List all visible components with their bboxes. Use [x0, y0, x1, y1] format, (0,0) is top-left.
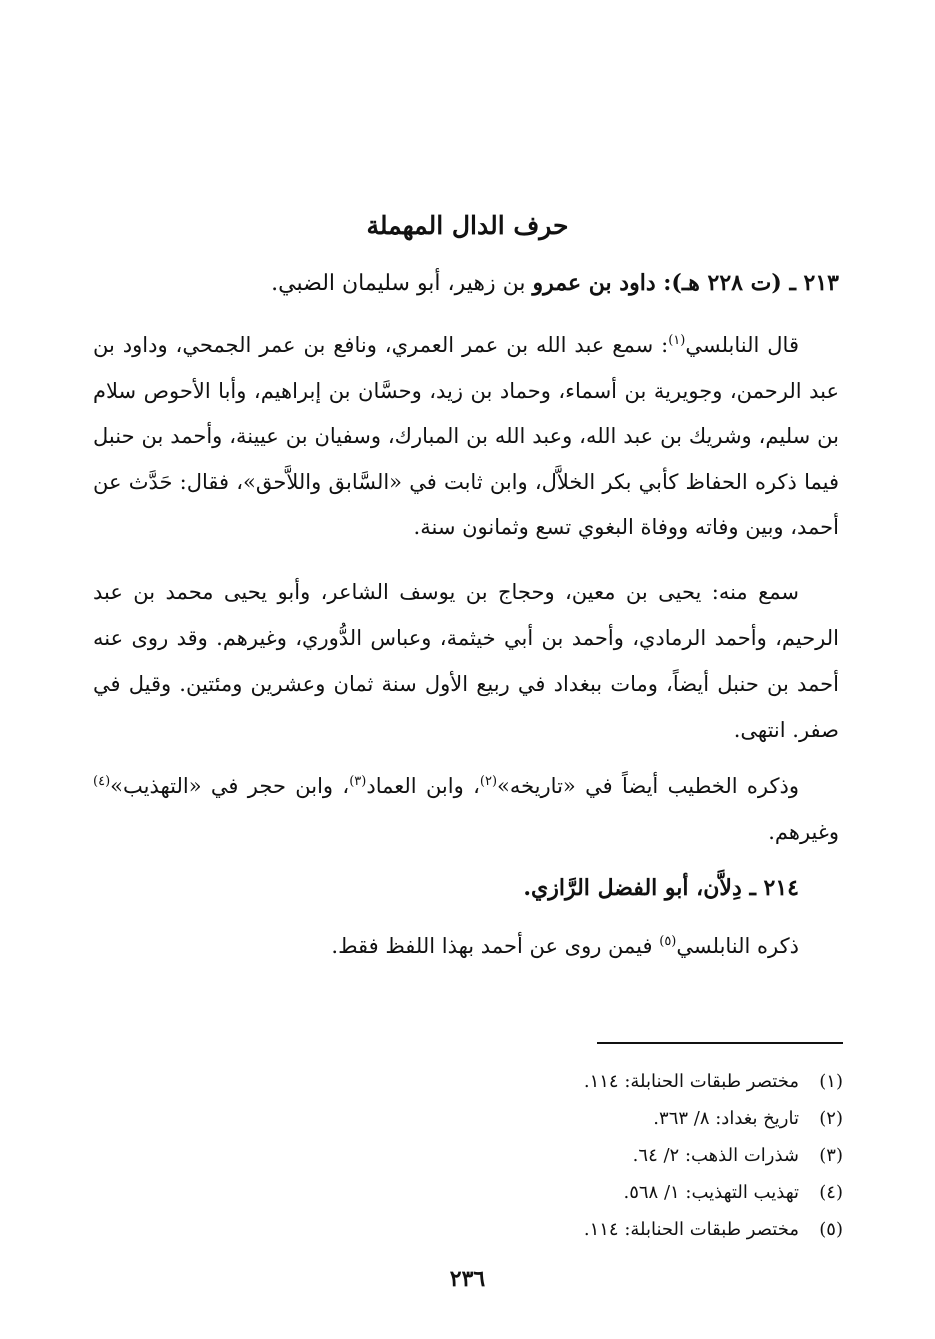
footnote-text: تاريخ بغداد: ٨/ ٣٦٣. [653, 1108, 799, 1129]
paragraph-text: فيمن روى عن أحمد بهذا اللفظ فقط. [331, 934, 660, 958]
entry-name: دِلاَّن، أبو الفضل الرَّازي. [523, 875, 742, 901]
footnote-number: (٣) [819, 1145, 843, 1166]
paragraph-text: : سمع عبد الله بن عمر العمري، ونافع بن عمر الجمحي، وداود بن عبد الرحمن، وجويرية بن أسماء، وحماد بن زيد، وحسَّان بن إبراهيم، وأبا الأحوص سلام بن سليم، وشريك بن عبد الله، وعبد الله بن المبارك، وسفيان بن عيينة، وأحمد بن حنبل فيما ذكره الحفاظ كأبي بكر الخلاَّل، وابن ثابت في «السَّابق واللاَّحق»، فقال: حَدَّث عن أحمد، وبين وفاته ووفاة البغوي تسع وثمانون سنة. [93, 333, 839, 539]
paragraph-text: ، وابن حجر في «التهذيب» [110, 774, 350, 798]
entry-name: : داود بن عمرو [532, 270, 672, 296]
footnote-text: تهذيب التهذيب: ١/ ٥٦٨. [623, 1182, 799, 1203]
footnote-ref: (٢) [479, 774, 498, 789]
footnote-text: مختصر طبقات الحنابلة: ١١٤. [583, 1219, 799, 1240]
footnote-item [243, 1063, 843, 1100]
footnote-item [243, 1100, 843, 1137]
paragraph-text: ذكره النابلسي [676, 934, 799, 958]
paragraph-text: ، وابن العماد [366, 774, 480, 798]
entry-number: ٢١٣ [803, 270, 839, 296]
footnote-item [243, 1137, 843, 1174]
paragraph-dillan [93, 926, 839, 966]
paragraph-text: وذكره الخطيب أيضاً في «تاريخه» [497, 774, 800, 798]
footnote-divider [597, 1042, 843, 1044]
footnotes-list [243, 1063, 843, 1248]
entry-213-title [79, 265, 839, 302]
page-number: ٢٣٦ [449, 1266, 486, 1292]
footnote-item [243, 1211, 843, 1248]
paragraph-students [93, 569, 839, 753]
footnote-text: شذرات الذهب: ٢/ ٦٤. [632, 1145, 799, 1166]
footnote-item [243, 1174, 843, 1211]
entry-dash: ـ [781, 270, 804, 296]
paragraph-text: وغيرهم. [768, 820, 839, 844]
footnote-ref: (١) [668, 333, 686, 348]
paragraph-text: سمع منه: يحيى بن معين، وحجاج بن يوسف الشاعر، وأبو يحيى محمد بن عبد الرحيم، وأحمد الرمادي، وأحمد بن أبي خيثمة، وعباس الدُّوري، وغيرهم. وقد روى عنه أحمد بن حنبل أيضاً، ومات ببغداد في ربيع الأول سنة ثمان وعشرين ومئتين. وقيل في صفر. انتهى. [93, 580, 839, 742]
paragraph-sources [93, 763, 839, 855]
footnote-ref: (٣) [349, 774, 367, 789]
entry-number: ٢١٤ [763, 875, 799, 901]
entry-date: (ت ٢٢٨ هـ) [671, 270, 782, 296]
entry-214-title [39, 870, 799, 907]
entry-dash: ـ [741, 875, 764, 901]
paragraph-text: قال النابلسي [685, 333, 799, 357]
footnote-number: (١) [819, 1071, 843, 1092]
section-heading: حرف الدال المهملة [366, 211, 569, 240]
footnote-text: مختصر طبقات الحنابلة: ١١٤. [583, 1071, 799, 1092]
footnote-ref: (٤) [93, 774, 111, 789]
paragraph-nabulsi [93, 323, 839, 551]
entry-name-rest: بن زهير، أبو سليمان الضبي. [271, 271, 533, 296]
footnote-number: (٤) [819, 1182, 843, 1203]
footnote-ref: (٥) [659, 934, 677, 949]
footnote-number: (٥) [819, 1219, 843, 1240]
footnote-number: (٢) [819, 1108, 843, 1129]
